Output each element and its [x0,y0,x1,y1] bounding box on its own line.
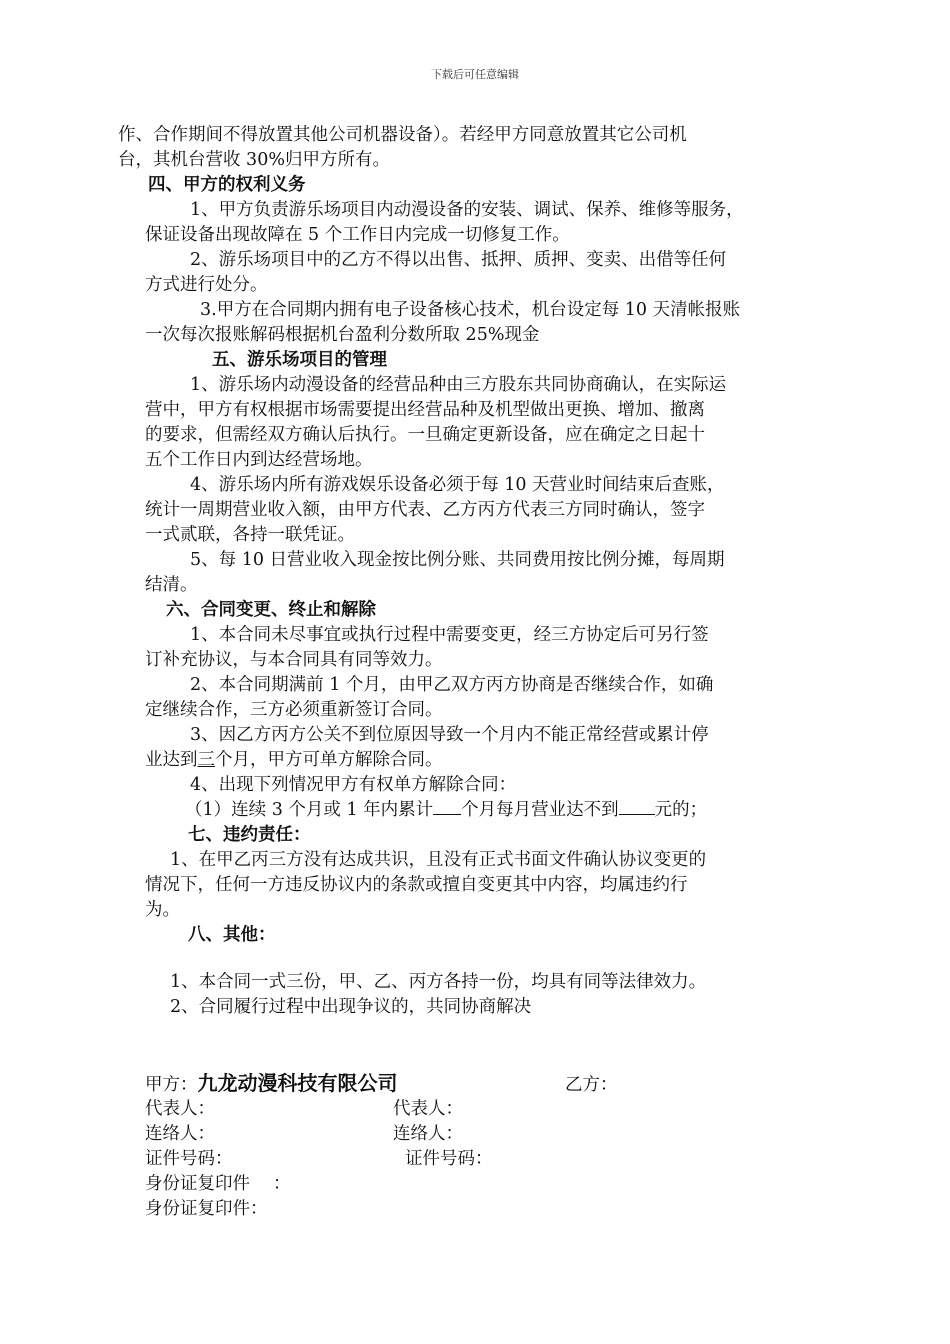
text-line: 2、本合同期满前 1 个月，由甲乙双方丙方协商是否继续合作，如确 [190,675,714,695]
text-line: 定继续合作，三方必须重新签订合同。 [145,700,443,720]
section-title-4: 四、甲方的权利义务 [148,175,306,195]
text-line: 1、游乐场内动漫设备的经营品种由三方股东共同协商确认，在实际运 [190,375,727,395]
text-line: 方式进行处分。 [145,275,268,295]
id-copy-label: 身份证复印件： [145,1199,268,1219]
id-copy-label: 身份证复印件 ： [145,1174,291,1194]
text-line [145,748,443,772]
text-line: 1、本合同未尽事宜或执行过程中需要变更，经三方协定后可另行签 [190,625,709,645]
text-line: 5、每 10 日营业收入现金按比例分账、共同费用按比例分摊，每周期 [190,550,725,570]
id-b-label: 证件号码： [405,1149,493,1169]
text-span: 个月每月营业达不到 [461,800,619,820]
section-title-8: 八、其他： [188,925,276,945]
text-line: 营中，甲方有权根据市场需要提出经营品种及机型做出更换、增加、撤离 [145,400,705,420]
text-line: 一次每次报账解码根据机台盈利分数所取 25%现金 [145,325,540,345]
text-line: 4、游乐场内所有游戏娱乐设备必须于每 10 天营业时间结束后查账， [190,475,725,495]
section-title-6: 六、合同变更、终止和解除 [166,600,376,620]
text-line: 4、出现下列情况甲方有权单方解除合同： [190,775,517,795]
text-line: 2、游乐场项目中的乙方不得以出售、抵押、质押、变卖、出借等任何 [190,250,727,270]
contact-b-label: 连络人： [393,1124,463,1144]
text-line: 保证设备出现故障在 5 个工作日内完成一切修复工作。 [145,225,570,245]
underlined-value: 三 [197,750,215,770]
text-span: 业达到 [145,750,198,770]
text-line: 结清。 [145,575,198,595]
text-line: 1、甲方负责游乐场项目内动漫设备的安装、调试、保养、维修等服务， [190,200,744,220]
rep-b-label: 代表人： [393,1099,463,1119]
text-line: 2、合同履行过程中出现争议的，共同协商解决 [170,997,532,1017]
text-span: （1）连续 3 个月或 1 年内累计 [185,800,434,820]
id-a-label: 证件号码： [145,1149,233,1169]
text-line: 1、在甲乙丙三方没有达成共识，且没有正式书面文件确认协议变更的 [170,850,707,870]
text-span: 元的； [654,800,708,820]
party-a-label: 甲方： [145,1075,198,1095]
text-line: 一式贰联，各持一联凭证。 [145,525,355,545]
text-line: 订补充协议，与本合同具有同等效力。 [145,650,443,670]
blank-field [433,799,461,815]
section-title-5: 五、游乐场项目的管理 [212,350,387,370]
text-line: 统计一周期营业收入额，由甲方代表、乙方丙方代表三方同时确认，签字 [145,500,705,520]
rep-a-label: 代表人： [145,1099,215,1119]
party-a-line [145,1071,398,1097]
contact-a-label: 连络人： [145,1124,215,1144]
party-b-label: 乙方： [565,1075,618,1095]
text-line: 情况下，任何一方违反协议内的条款或擅自变更其中内容，均属违约行 [145,875,688,895]
text-line: 3、因乙方丙方公关不到位原因导致一个月内不能正常经营或累计停 [190,725,709,745]
page-header: 下载后可任意编辑 [431,68,519,81]
text-line: 台，其机台营收 30%归甲方所有。 [118,150,390,170]
text-span: 个月，甲方可单方解除合同。 [215,750,443,770]
text-line: 3.甲方在合同期内拥有电子设备核心技术，机台设定每 10 天清帐报账 [200,300,741,320]
text-line: 作、合作期间不得放置其他公司机器设备）。若经甲方同意放置其它公司机 [118,125,687,145]
text-line: 为。 [145,900,180,920]
party-a-name: 九龙动漫科技有限公司 [197,1071,398,1095]
text-line [185,798,707,822]
blank-field [619,799,655,815]
text-line: 五个工作日内到达经营场地。 [145,450,373,470]
section-title-7: 七、违约责任： [188,825,311,845]
text-line: 1、本合同一式三份，甲、乙、丙方各持一份，均具有同等法律效力。 [170,972,707,992]
text-line: 的要求，但需经双方确认后执行。一旦确定更新设备，应在确定之日起十 [145,425,705,445]
